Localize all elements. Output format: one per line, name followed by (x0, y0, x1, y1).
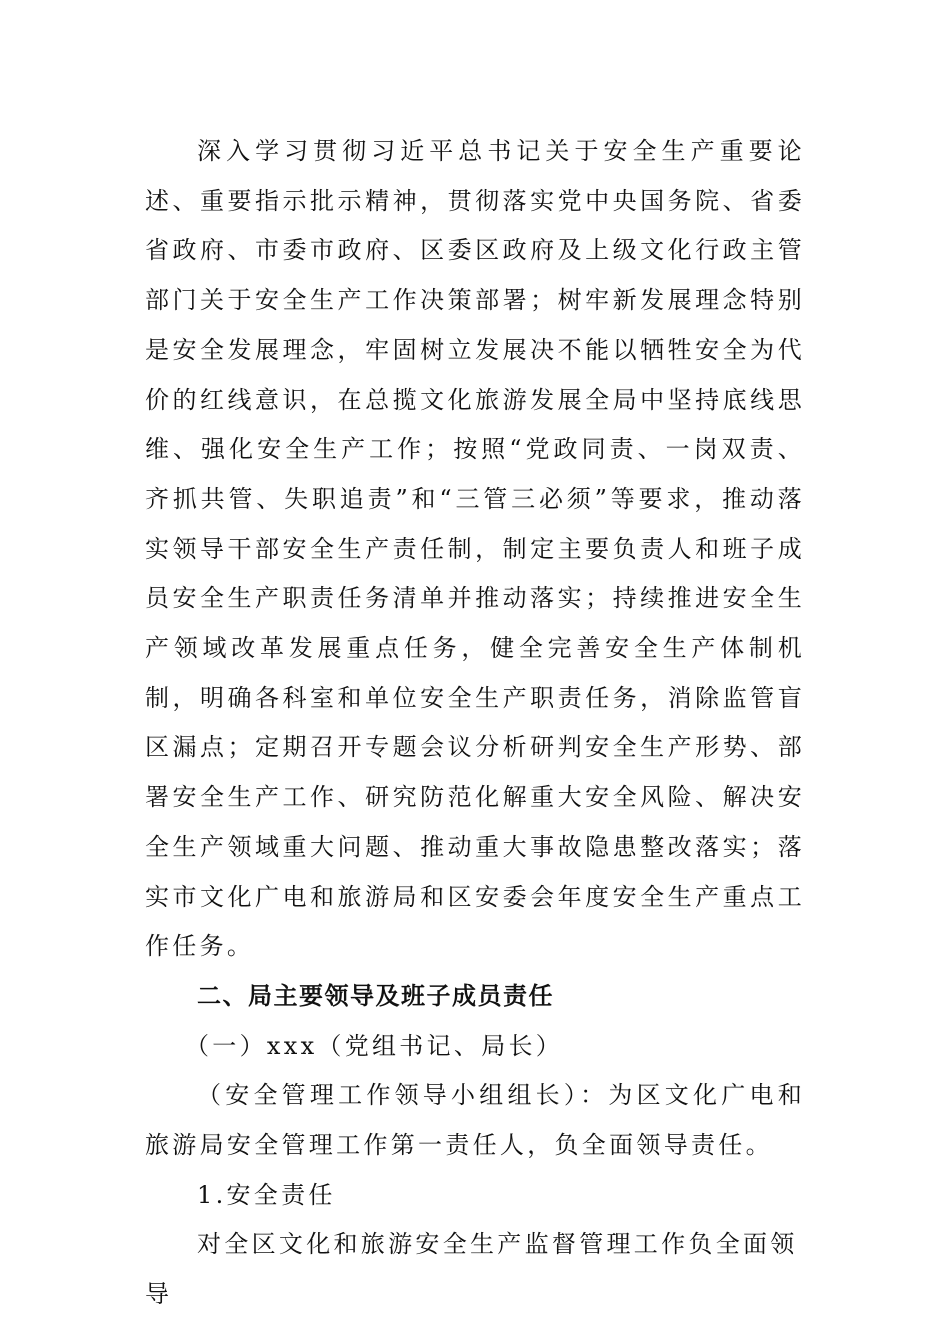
role-paragraph: （安全管理工作领导小组组长）：为区文化广电和旅游局安全管理工作第一责任人，负全面领导责任。 (145, 1081, 805, 1160)
item-title: 1.安全责任 (197, 1180, 336, 1209)
subsection-title: （一）xxx（党组书记、局长） (185, 1031, 564, 1060)
item-text: 对全区文化和旅游安全生产监督管理工作负全面领导 (145, 1230, 798, 1309)
intro-paragraph: 深入学习贯彻习近平总书记关于安全生产重要论述、重要指示批示精神，贯彻落实党中央国务院、省委省政府、市委市政府、区委区政府及上级文化行政主管部门关于安全生产工作决策部署；树牢新发展理念特别是安全发展理念，牢固树立发展决不能以牺牲安全为代价的红线意识，在总揽文化旅游发展全局中坚持底线思维、强化安全生产工作；按照“党政同责、一岗双责、齐抓共管、失职追责”和“三管三必须”等要求，推动落实领导干部安全生产责任制，制定主要负责人和班子成员安全生产职责任务清单并推动落实；持续推进安全生产领域改革发展重点任务，健全完善安全生产体制机制，明确各科室和单位安全生产职责任务，消除监管盲区漏点；定期召开专题会议分析研判安全生产形势、部署安全生产工作、研究防范化解重大安全风险、解决安全生产领域重大问题、推动重大事故隐患整改落实；落实市文化广电和旅游局和区安委会年度安全生产重点工作任务。 (145, 137, 805, 961)
section-heading: 二、局主要领导及班子成员责任 (197, 981, 554, 1010)
document-page (145, 127, 805, 1320)
